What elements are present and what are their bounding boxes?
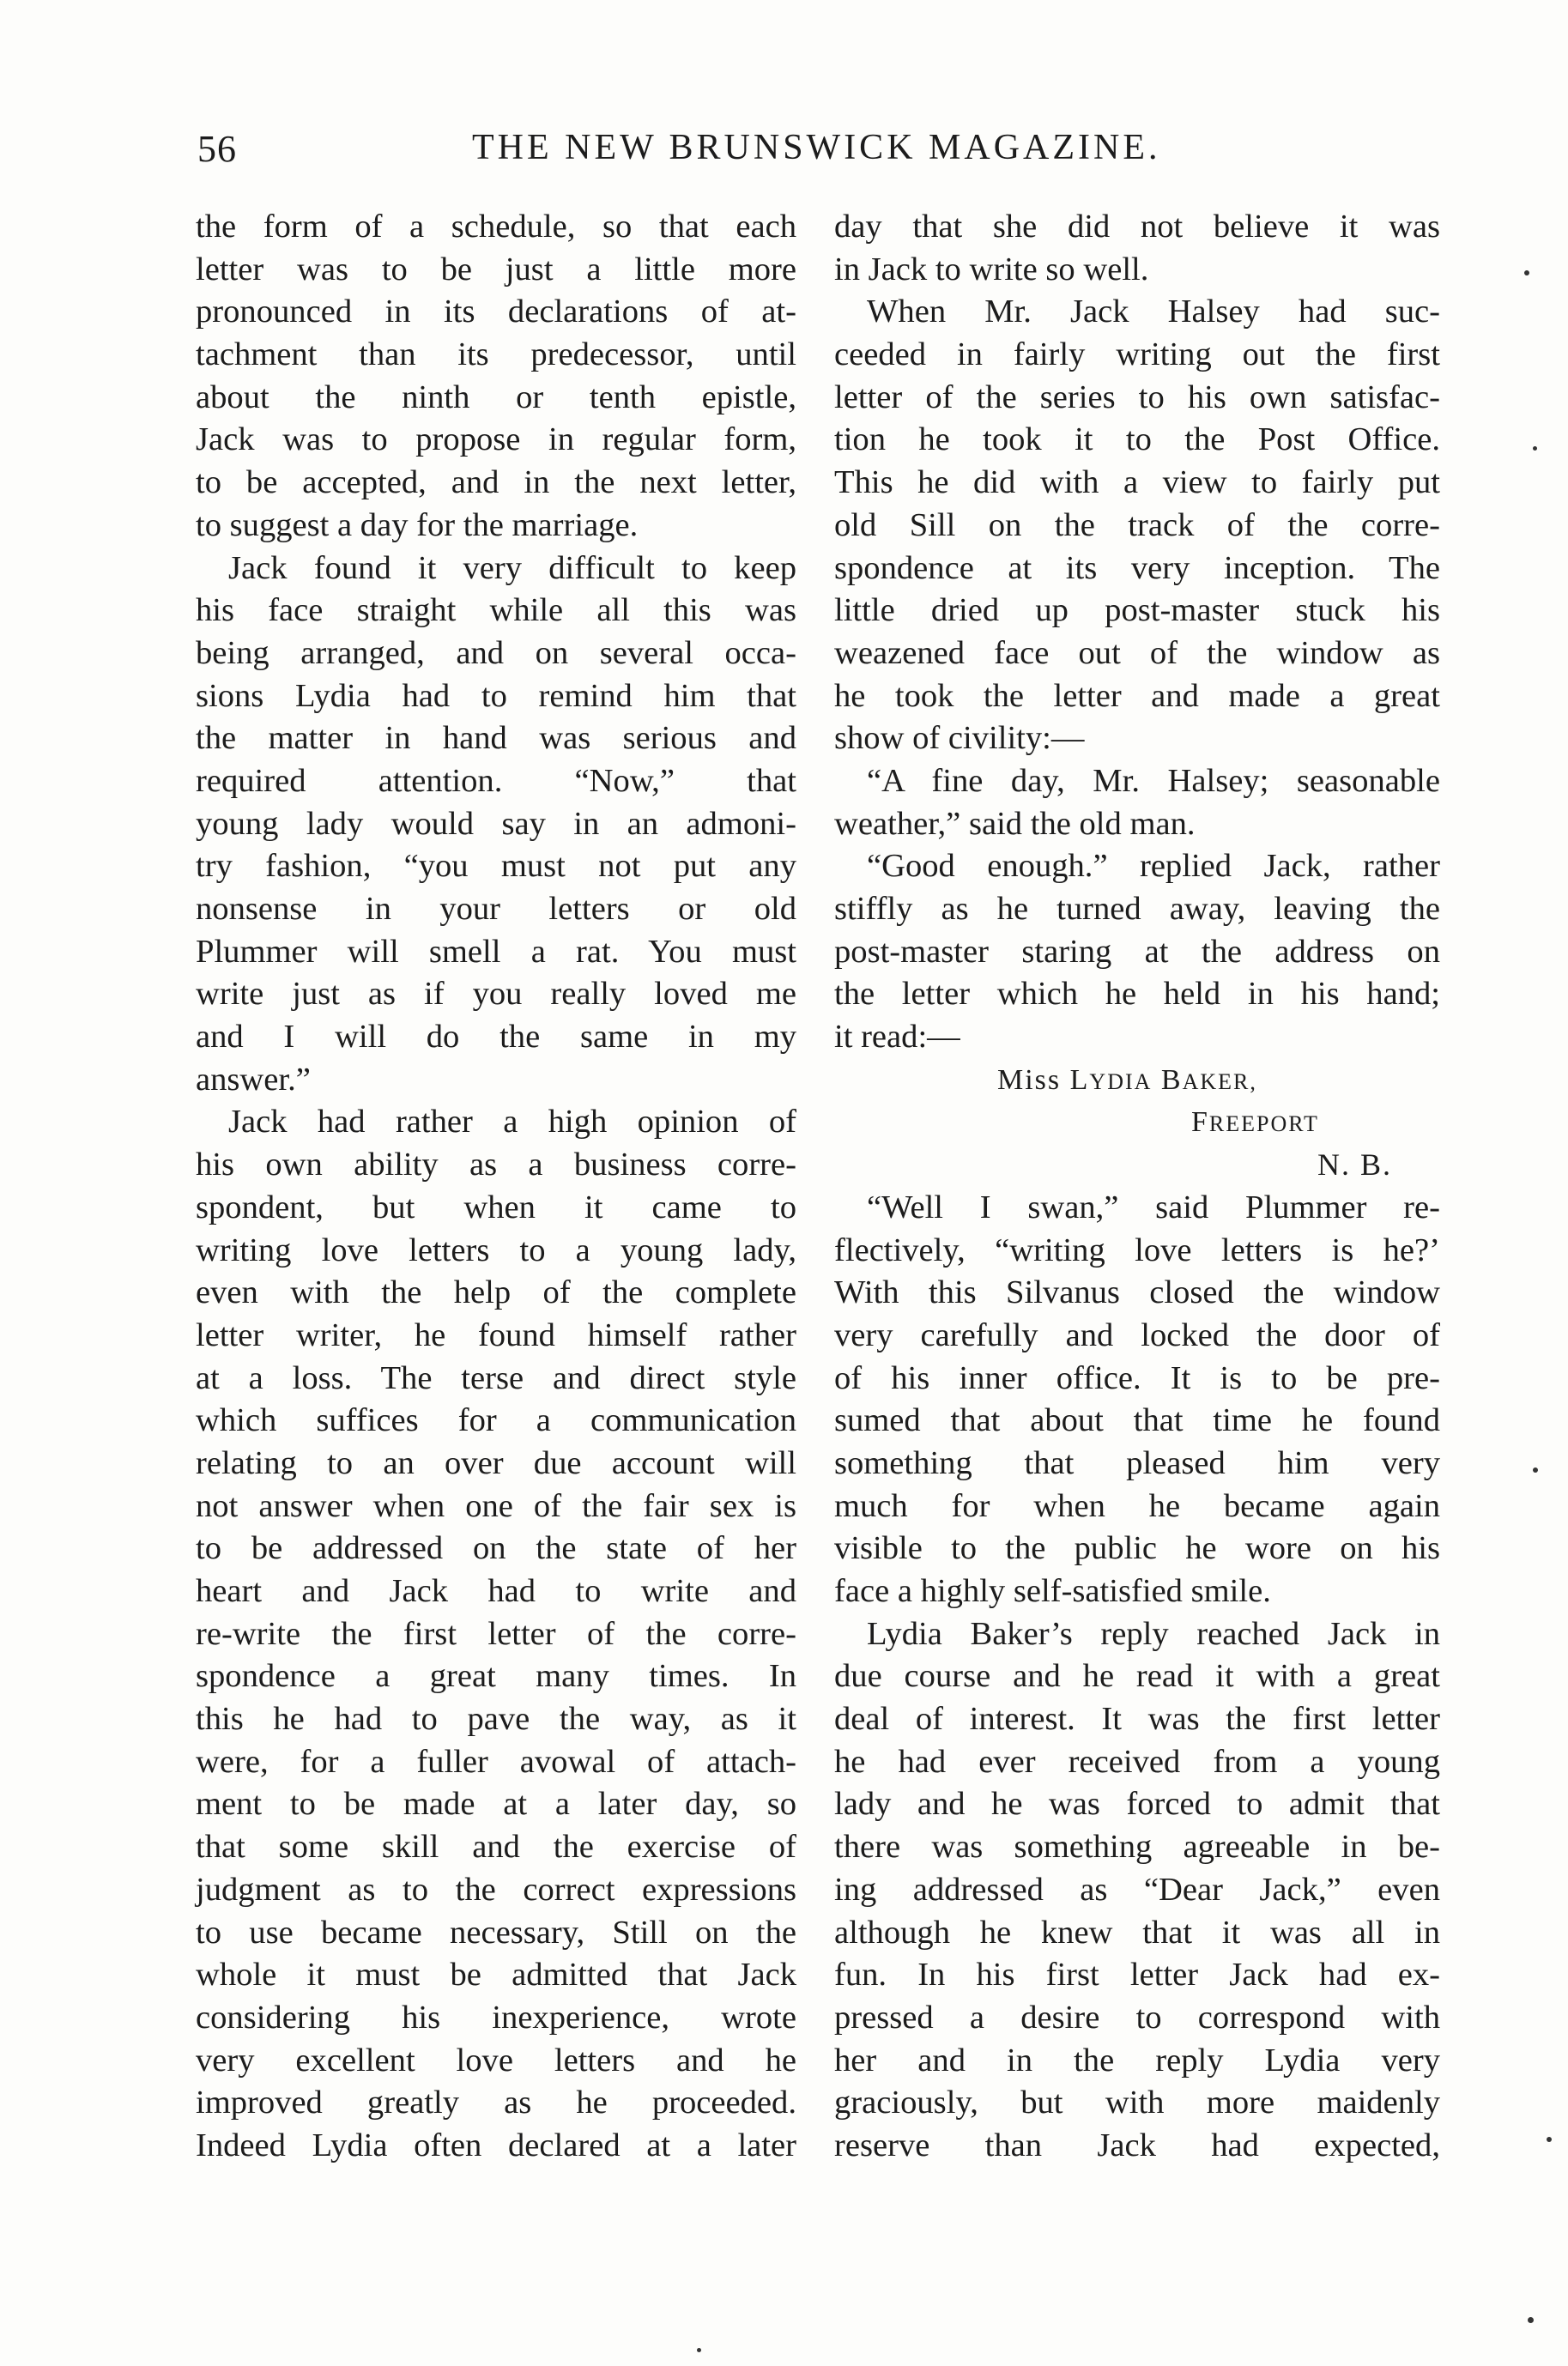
text-line: his own ability as a business corre- bbox=[196, 1147, 796, 1183]
text-line: her and in the reply Lydia very bbox=[834, 2042, 1440, 2079]
text-line: deal of interest. It was the first letter bbox=[834, 1701, 1440, 1738]
text-line: reserve than Jack had expected, bbox=[834, 2127, 1440, 2163]
text-line: to be addressed on the state of her bbox=[196, 1530, 796, 1567]
text-line: whole it must be admitted that Jack bbox=[196, 1957, 796, 1994]
text-line: re-write the first letter of the corre- bbox=[196, 1615, 796, 1652]
text-line: pronounced in its declarations of at- bbox=[196, 293, 796, 330]
scan-speck bbox=[1533, 446, 1537, 451]
text-line: very excellent love letters and he bbox=[196, 2042, 796, 2079]
text-line: considering his inexperience, wrote bbox=[196, 1999, 796, 2036]
text-line: his face straight while all this was bbox=[196, 592, 796, 629]
text-line: heart and Jack had to write and bbox=[196, 1573, 796, 1609]
text-line: very carefully and locked the door of bbox=[834, 1316, 1440, 1353]
text-line: improved greatly as he proceeded. bbox=[196, 2085, 796, 2121]
text-line: ceeded in fairly writing out the first bbox=[834, 336, 1440, 373]
text-line: he had ever received from a young bbox=[834, 1743, 1440, 1780]
text-line: tion he took it to the Post Office. bbox=[834, 421, 1440, 458]
scan-speck bbox=[1528, 2317, 1534, 2323]
address-line-province bbox=[834, 1144, 1440, 1187]
text-line: about the ninth or tenth epistle, bbox=[196, 378, 796, 415]
text-line: answer.” bbox=[196, 1061, 311, 1098]
text-line: to use became necessary, Still on the bbox=[196, 1914, 796, 1951]
right-column-top-text bbox=[834, 206, 1440, 1059]
text-line: which suffices for a communication bbox=[196, 1402, 796, 1439]
text-line: spondence at its very inception. The bbox=[834, 549, 1440, 586]
text-line: show of civility:— bbox=[834, 720, 1085, 757]
text-line: although he knew that it was all in bbox=[834, 1914, 1440, 1951]
text-line: Jack had rather a high opinion of bbox=[228, 1104, 796, 1141]
address-line-place bbox=[834, 1101, 1440, 1144]
text-line: the letter which he held in his hand; bbox=[834, 976, 1440, 1013]
text-line: young lady would say in an admoni- bbox=[196, 805, 796, 842]
text-line: much for when he became again bbox=[834, 1487, 1440, 1524]
text-line: he took the letter and made a great bbox=[834, 677, 1440, 714]
text-line: due course and he read it with a great bbox=[834, 1658, 1440, 1695]
text-line: the matter in hand was serious and bbox=[196, 720, 796, 757]
text-line: there was something agreeable in be- bbox=[834, 1829, 1440, 1866]
scan-speck bbox=[697, 2348, 701, 2352]
address-line-name bbox=[834, 1059, 1440, 1102]
text-line: were, for a fuller avowal of attach- bbox=[196, 1743, 796, 1780]
right-column-bottom-text bbox=[834, 1187, 1440, 2168]
text-line: at a loss. The terse and direct style bbox=[196, 1359, 796, 1396]
text-line: Plummer will smell a rat. You must bbox=[196, 933, 796, 970]
text-line: spondence a great many times. In bbox=[196, 1658, 796, 1695]
text-line: day that she did not believe it was bbox=[834, 209, 1440, 245]
text-line: required attention. “Now,” that bbox=[196, 762, 796, 799]
text-line: write just as if you really loved me bbox=[196, 976, 796, 1013]
text-line: face a highly self-satisfied smile. bbox=[834, 1573, 1271, 1609]
text-line: stiffly as he turned away, leaving the bbox=[834, 891, 1440, 927]
address-province: N. B. bbox=[1317, 1147, 1393, 1183]
text-line: ment to be made at a later day, so bbox=[196, 1786, 796, 1823]
text-line: the form of a schedule, so that each bbox=[196, 209, 796, 245]
text-line: little dried up post-master stuck his bbox=[834, 592, 1440, 629]
text-line: and I will do the same in my bbox=[196, 1019, 796, 1056]
text-line: letter writer, he found himself rather bbox=[196, 1316, 796, 1353]
text-line: “A fine day, Mr. Halsey; seasonable bbox=[867, 762, 1440, 799]
text-line: weather,” said the old man. bbox=[834, 805, 1196, 842]
text-line: This he did with a view to fairly put bbox=[834, 464, 1440, 501]
text-line: Jack was to propose in regular form, bbox=[196, 421, 796, 458]
text-line: “Good enough.” replied Jack, rather bbox=[867, 848, 1440, 885]
text-line: being arranged, and on several occa- bbox=[196, 634, 796, 671]
text-line: pressed a desire to correspond with bbox=[834, 1999, 1440, 2036]
text-line: try fashion, “you must not put any bbox=[196, 848, 796, 885]
page-header bbox=[197, 127, 1450, 187]
text-line: lady and he was forced to admit that bbox=[834, 1786, 1440, 1823]
text-line: this he had to pave the way, as it bbox=[196, 1701, 796, 1738]
text-line: ing addressed as “Dear Jack,” even bbox=[834, 1871, 1440, 1908]
text-line: old Sill on the track of the corre- bbox=[834, 506, 1440, 543]
text-line: With this Silvanus closed the window bbox=[834, 1274, 1440, 1311]
text-line: sumed that about that time he found bbox=[834, 1402, 1440, 1439]
text-line: letter was to be just a little more bbox=[196, 251, 796, 287]
text-line: When Mr. Jack Halsey had suc- bbox=[867, 293, 1440, 330]
text-line: in Jack to write so well. bbox=[834, 251, 1149, 287]
address-title: Miss bbox=[997, 1063, 1062, 1096]
text-line: graciously, but with more maidenly bbox=[834, 2085, 1440, 2121]
scan-speck bbox=[1524, 270, 1529, 275]
text-line: that some skill and the exercise of bbox=[196, 1829, 796, 1866]
text-line: fun. In his first letter Jack had ex- bbox=[834, 1957, 1440, 1994]
address-name: LYDIA BAKER, bbox=[1069, 1063, 1257, 1096]
text-line: letter of the series to his own satisfac- bbox=[834, 378, 1440, 415]
text-line: visible to the public he wore on his bbox=[834, 1530, 1440, 1567]
text-line: Lydia Baker’s reply reached Jack in bbox=[867, 1615, 1440, 1652]
right-text-column bbox=[834, 206, 1440, 2168]
address-place: FREEPORT bbox=[1191, 1106, 1319, 1139]
text-line: judgment as to the correct expressions bbox=[196, 1871, 796, 1908]
scan-speck bbox=[1533, 1467, 1538, 1473]
text-line: nonsense in your letters or old bbox=[196, 891, 796, 927]
text-line: Jack found it very difficult to keep bbox=[228, 549, 796, 586]
text-line: tachment than its predecessor, until bbox=[196, 336, 796, 373]
text-line: flectively, “writing love letters is he?’ bbox=[834, 1231, 1440, 1268]
text-line: to suggest a day for the marriage. bbox=[196, 506, 639, 543]
text-line: Indeed Lydia often declared at a later bbox=[196, 2127, 796, 2163]
text-line: writing love letters to a young lady, bbox=[196, 1231, 796, 1268]
page-number: 56 bbox=[197, 128, 237, 170]
text-line: of his inner office. It is to be pre- bbox=[834, 1359, 1440, 1396]
letter-address bbox=[834, 1059, 1440, 1187]
text-line: spondent, but when it came to bbox=[196, 1189, 796, 1225]
text-line: to be accepted, and in the next letter, bbox=[196, 464, 796, 501]
scan-speck bbox=[1547, 2137, 1552, 2142]
running-title: THE NEW BRUNSWICK MAGAZINE. bbox=[472, 128, 1161, 167]
text-line: sions Lydia had to remind him that bbox=[196, 677, 796, 714]
left-text-column bbox=[196, 206, 796, 2168]
text-line: not answer when one of the fair sex is bbox=[196, 1487, 796, 1524]
text-line: weazened face out of the window as bbox=[834, 634, 1440, 671]
text-line: even with the help of the complete bbox=[196, 1274, 796, 1311]
text-line: it read:— bbox=[834, 1019, 960, 1056]
text-line: post-master staring at the address on bbox=[834, 933, 1440, 970]
text-line: something that pleased him very bbox=[834, 1444, 1440, 1481]
text-line: “Well I swan,” said Plummer re- bbox=[867, 1189, 1440, 1225]
text-line: relating to an over due account will bbox=[196, 1444, 796, 1481]
